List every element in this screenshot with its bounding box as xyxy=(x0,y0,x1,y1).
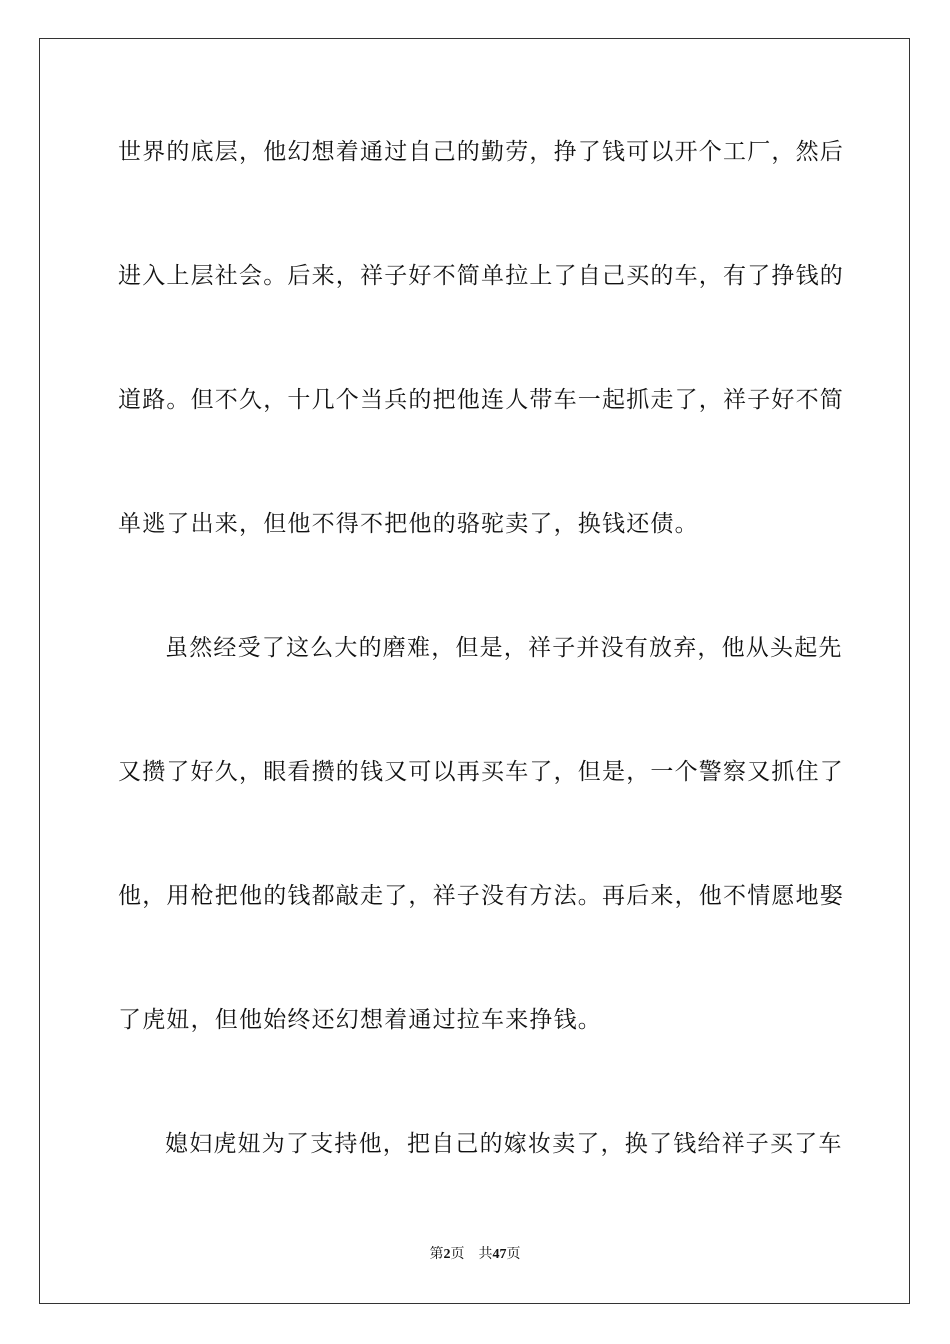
body-text-line-8: 了虎妞，但他始终还幻想着通过拉车来挣钱。 xyxy=(118,1007,602,1033)
page-border xyxy=(39,38,910,1304)
body-text-line-9: 媳妇虎妞为了支持他，把自己的嫁妆卖了，换了钱给祥子买了车 xyxy=(165,1131,843,1157)
total-pages-suffix: 页 xyxy=(506,1247,521,1262)
body-text-line-4: 单逃了出来，但他不得不把他的骆驼卖了，换钱还债。 xyxy=(118,511,699,537)
body-text-line-6: 又攒了好久，眼看攒的钱又可以再买车了，但是，一个警察又抓住了 xyxy=(118,759,844,785)
total-pages: 47 xyxy=(492,1247,507,1262)
page-footer xyxy=(0,1246,950,1264)
body-text-line-7: 他，用枪把他的钱都敲走了，祥子没有方法。再后来，他不情愿地娶 xyxy=(118,883,844,909)
page-number-suffix: 页 xyxy=(450,1247,465,1262)
body-text-line-1: 世界的底层，他幻想着通过自己的勤劳，挣了钱可以开个工厂，然后 xyxy=(118,139,844,165)
body-text-line-2: 进入上层社会。后来，祥子好不简单拉上了自己买的车，有了挣钱的 xyxy=(118,263,844,289)
body-text-line-5: 虽然经受了这么大的磨难，但是，祥子并没有放弃，他从头起先 xyxy=(165,635,843,661)
page-number: 2 xyxy=(443,1247,451,1262)
page-number-prefix: 第 xyxy=(429,1247,444,1262)
body-text-line-3: 道路。但不久，十几个当兵的把他连人带车一起抓走了，祥子好不简 xyxy=(118,387,844,413)
total-pages-prefix: 共 xyxy=(478,1247,493,1262)
